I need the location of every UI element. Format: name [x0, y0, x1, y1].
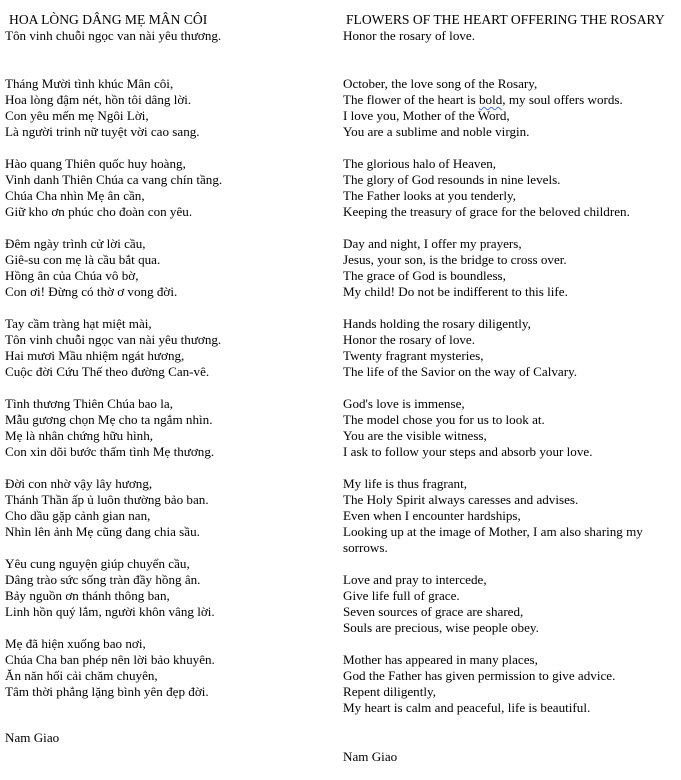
poem-line: Give life full of grace.	[343, 588, 460, 603]
poem-line: Looking up at the image of Mother, I am also sharing my sorrows.	[343, 524, 643, 555]
poem-line: Ăn năn hối cải chăm chuyên,	[5, 668, 158, 683]
poem-line: Bảy nguồn ơn thánh thông ban,	[5, 588, 170, 603]
poem-line: Cho dầu gặp cảnh gian nan,	[5, 508, 151, 523]
poem-line: My heart is calm and peaceful, life is beautiful.	[343, 700, 591, 715]
poem-line: Hoa lòng đậm nét, hồn tôi dâng lời.	[5, 92, 192, 107]
poem-line: Đêm ngày trình cử lời cầu,	[5, 236, 146, 251]
poem-line: You are the visible witness,	[343, 428, 487, 443]
vietnamese-poem-column	[5, 12, 330, 746]
poem-line: Love and pray to intercede,	[343, 572, 487, 587]
poem-line: Twenty fragrant mysteries,	[343, 348, 484, 363]
poem-line: Thánh Thần ấp ủ luôn thường bảo ban.	[5, 492, 209, 507]
poem-line: Giữ kho ơn phúc cho đoàn con yêu.	[5, 204, 193, 219]
poem-line: I love you, Mother of the Word,	[343, 108, 510, 123]
poem-line: Con xin dõi bước thấm tình Mẹ thương.	[5, 444, 215, 459]
stanza	[5, 236, 330, 300]
poem-line: My child! Do not be indifferent to this life.	[343, 284, 568, 299]
poem-line: Mẹ là nhân chứng hữu hình,	[5, 428, 154, 443]
poem-line: Giê-su con mẹ là cầu bắt qua.	[5, 252, 161, 267]
stanza	[5, 76, 330, 140]
poem-line	[343, 92, 678, 108]
poem-line: Hai mươi Mầu nhiệm ngát hương,	[5, 348, 185, 363]
poem-line: The Holy Spirit always caresses and advises.	[343, 492, 579, 507]
poem-line: The glorious halo of Heaven,	[343, 156, 497, 171]
poem-line: Nhìn lên ảnh Mẹ cũng đang chia sầu.	[5, 524, 200, 539]
english-poem-column	[343, 12, 678, 765]
stanza	[343, 156, 678, 220]
stanza	[343, 316, 678, 380]
poem-line: Linh hồn quý lắm, người khôn vâng lời.	[5, 604, 215, 619]
poem-line: Chúa Cha ban phép nên lời bảo khuyên.	[5, 652, 215, 667]
poem-line: I ask to follow your steps and absorb your love.	[343, 444, 593, 459]
poem-line: Là người trinh nữ tuyệt vời cao sang.	[5, 124, 200, 139]
poem-line: Yêu cung nguyện giúp chuyển cầu,	[5, 556, 190, 571]
poem-line: Tình thương Thiên Chúa bao la,	[5, 396, 173, 411]
poem-line: Keeping the treasury of grace for the beloved children.	[343, 204, 630, 219]
stanza	[343, 476, 678, 556]
poem-line: Con ơi! Đừng có thờ ơ vong đời.	[5, 284, 178, 299]
poem-line: Repent diligently,	[343, 684, 436, 699]
line-text: , my soul offers words.	[502, 92, 623, 107]
poem-line: Hồng ân của Chúa vô bờ,	[5, 268, 139, 283]
stanza	[5, 636, 330, 700]
poem-title-english: FLOWERS OF THE HEART OFFERING THE ROSARY	[346, 12, 665, 27]
line-text: The flower of the heart is	[343, 92, 479, 107]
poem-line: Hào quang Thiên quốc huy hoàng,	[5, 156, 186, 171]
poem-line: Souls are precious, wise people obey.	[343, 620, 539, 635]
poem-line: Honor the rosary of love.	[343, 332, 475, 347]
poem-line: Con yêu mến mẹ Ngôi Lời,	[5, 108, 149, 123]
poem-line: Dâng trào sức sống tràn đầy hồng ân.	[5, 572, 201, 587]
spellcheck-marked-word[interactable]: bold	[478, 92, 503, 107]
poem-line: God the Father has given permission to give advice.	[343, 668, 616, 683]
poem-line: Day and night, I offer my prayers,	[343, 236, 522, 251]
poem-line: Mẫu gương chọn Mẹ cho ta ngắm nhìn.	[5, 412, 213, 427]
stanza	[5, 476, 330, 540]
poem-line: Mẹ đã hiện xuống bao nơi,	[5, 636, 146, 651]
poem-line: You are a sublime and noble virgin.	[343, 124, 530, 139]
poem-line: My life is thus fragrant,	[343, 476, 468, 491]
poem-subtitle-vietnamese: Tôn vinh chuỗi ngọc van nài yêu thương.	[5, 28, 222, 43]
author-name-vietnamese: Nam Giao	[5, 730, 60, 745]
poem-line: God's love is immense,	[343, 396, 465, 411]
stanza	[5, 556, 330, 620]
poem-line: The life of the Savior on the way of Calvary.	[343, 364, 578, 379]
stanza	[5, 316, 330, 380]
poem-line: Even when I encounter hardships,	[343, 508, 521, 523]
poem-line: The grace of God is boundless,	[343, 268, 506, 283]
poem-line: The Father looks at you tenderly,	[343, 188, 516, 203]
poem-line: Jesus, your son, is the bridge to cross over.	[343, 252, 567, 267]
poem-line: Tôn vinh chuỗi ngọc van nài yêu thương.	[5, 332, 222, 347]
stanza	[343, 652, 678, 716]
poem-line: Chúa Cha nhìn Mẹ ân cần,	[5, 188, 145, 203]
poem-line: The glory of God resounds in nine levels.	[343, 172, 561, 187]
author-name-english: Nam Giao	[343, 749, 398, 764]
poem-title-vietnamese: HOA LÒNG DÂNG MẸ MÂN CÔI	[9, 12, 208, 27]
stanza	[343, 572, 678, 636]
poem-line: Tay cầm tràng hạt miệt mài,	[5, 316, 152, 331]
poem-line: Seven sources of grace are shared,	[343, 604, 524, 619]
poem-line: Hands holding the rosary diligently,	[343, 316, 531, 331]
poem-line: Đời con nhờ vậy lây hương,	[5, 476, 153, 491]
stanza	[5, 156, 330, 220]
stanza	[343, 236, 678, 300]
poem-line: Tháng Mười tình khúc Mân côi,	[5, 76, 174, 91]
stanza-list-vietnamese	[5, 76, 330, 700]
poem-line: Vinh danh Thiên Chúa ca vang chín tầng.	[5, 172, 223, 187]
poem-line: The model chose you for us to look at.	[343, 412, 545, 427]
stanza	[343, 396, 678, 460]
poem-line: Tâm thời phẳng lặng bình yên đẹp đời.	[5, 684, 209, 699]
poem-subtitle-english: Honor the rosary of love.	[343, 28, 475, 43]
poem-line: Mother has appeared in many places,	[343, 652, 538, 667]
stanza	[343, 76, 678, 140]
poem-line: October, the love song of the Rosary,	[343, 76, 538, 91]
poem-line: Cuộc đời Cứu Thế theo đường Can-vê.	[5, 364, 210, 379]
stanza	[5, 396, 330, 460]
stanza-list-english	[343, 156, 678, 716]
